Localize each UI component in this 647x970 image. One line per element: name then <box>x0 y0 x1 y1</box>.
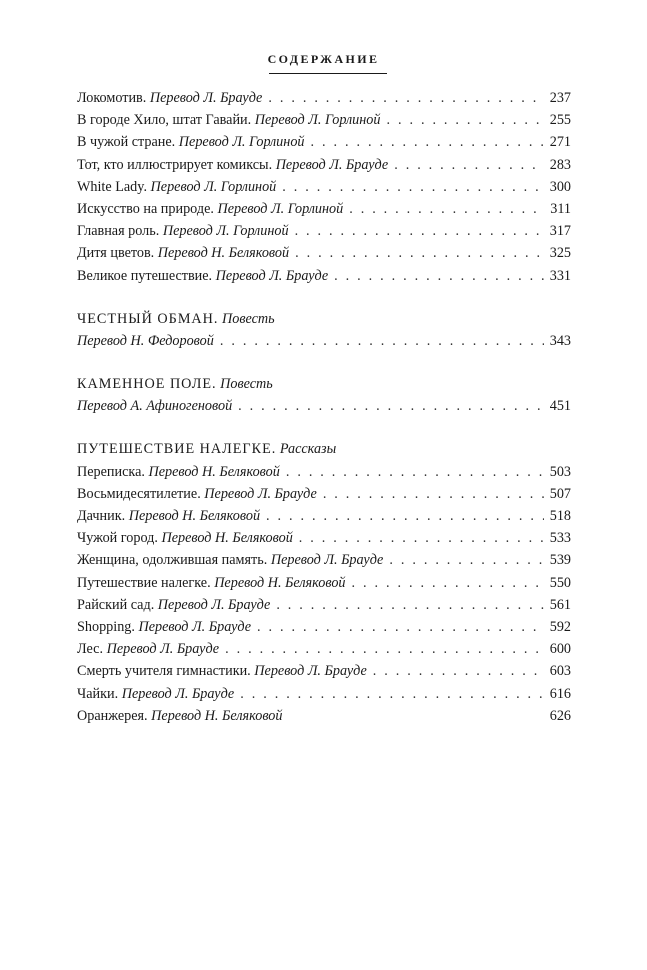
toc-entry-translator: Перевод Л. Горлиной <box>178 134 305 151</box>
toc-entry[interactable] <box>77 330 571 352</box>
toc-entry-translator: Перевод Л. Брауде <box>254 663 367 680</box>
toc-entry-page: 518 <box>549 508 571 524</box>
dot-leader <box>295 242 544 264</box>
title-underline <box>269 73 387 74</box>
toc-entry-title: White Lady. Перевод Л. Горлиной <box>77 178 277 195</box>
toc-entry[interactable] <box>77 131 571 153</box>
toc-entry[interactable] <box>77 660 571 682</box>
toc-entry[interactable] <box>77 594 571 616</box>
dot-leader <box>349 198 544 220</box>
toc-entry[interactable] <box>77 638 571 660</box>
toc-entry-translator: Перевод Н. Беляковой <box>148 463 280 480</box>
toc-entry-page: 626 <box>549 707 571 724</box>
section-title: ЧЕСТНЫЙ ОБМАН. <box>77 310 219 327</box>
toc-entry-title: Искусство на природе. Перевод Л. Горлиной <box>77 200 344 217</box>
toc-entry-page: 343 <box>549 332 571 349</box>
toc-entry[interactable] <box>77 572 571 594</box>
dot-leader <box>334 265 544 287</box>
toc-entry-page: 283 <box>549 156 571 173</box>
toc-entry-page: 539 <box>549 552 571 569</box>
toc-entry[interactable] <box>77 265 571 287</box>
toc-entry[interactable] <box>77 154 571 176</box>
toc-entry-translator: Перевод Л. Брауде <box>138 618 252 635</box>
toc-entry-translator: Перевод Л. Брауде <box>157 596 271 613</box>
dot-leader <box>268 87 543 109</box>
toc-entry-page: 616 <box>549 685 571 702</box>
dot-leader <box>266 505 544 527</box>
dot-leader <box>311 131 544 153</box>
toc-entry-translator: Перевод Л. Брауде <box>270 552 384 569</box>
toc-entry-page: 561 <box>549 596 571 613</box>
toc-entry-translator: Перевод Л. Горлиной <box>150 178 277 195</box>
toc-entry[interactable] <box>77 616 571 638</box>
toc-entry-title: Женщина, одолжившая память. Перевод Л. Брауде <box>77 552 384 569</box>
toc-entry[interactable] <box>77 198 571 220</box>
toc-entry[interactable] <box>77 220 571 242</box>
section-heading <box>77 308 571 330</box>
toc-entry-title: В чужой стране. Перевод Л. Горлиной <box>77 134 305 151</box>
dot-leader <box>286 461 544 483</box>
toc-entry-title: Смерть учителя гимнастики. Перевод Л. Брауде <box>77 663 367 680</box>
toc-entry-page: 271 <box>549 134 571 151</box>
toc-entry-translator: Перевод Л. Брауде <box>149 90 263 106</box>
dot-leader <box>220 330 544 352</box>
dot-leader <box>257 616 544 638</box>
toc-entry[interactable] <box>77 395 571 417</box>
toc-entry[interactable] <box>77 505 571 527</box>
toc-entry[interactable] <box>77 527 571 549</box>
toc-entry-page: 603 <box>549 663 571 680</box>
dot-leader <box>389 549 543 571</box>
toc-entry-title: Shopping. Перевод Л. Брауде <box>77 618 252 635</box>
dot-leader <box>238 395 544 417</box>
toc-entry-translator: Перевод Л. Брауде <box>215 267 329 284</box>
dot-leader <box>225 638 544 660</box>
toc-entry-title: Дачник. Перевод Н. Беляковой <box>77 508 261 524</box>
toc-entry-title <box>77 395 232 417</box>
toc-entry-translator: Перевод Л. Брауде <box>204 485 317 502</box>
dot-leader <box>323 483 544 505</box>
toc-entry-page: 503 <box>549 463 571 480</box>
toc-entry-title: В городе Хило, штат Гавайи. Перевод Л. Горлиной <box>77 112 381 129</box>
toc-entry-page: 300 <box>549 178 571 195</box>
toc-entry-page: 331 <box>549 267 571 284</box>
toc-entry-title: Великое путешествие. Перевод Л. Брауде <box>77 267 329 284</box>
section-spacer <box>77 352 571 373</box>
toc-entry-title: Переписка. Перевод Н. Беляковой <box>77 463 280 480</box>
toc-entry[interactable] <box>77 705 571 727</box>
toc-entry-translator: Перевод Л. Горлиной <box>217 200 344 217</box>
toc-entry-title: Главная роль. Перевод Л. Горлиной <box>77 223 289 240</box>
toc-entry-translator: Перевод Н. Беляковой <box>128 508 261 524</box>
toc-entry-title: Лес. Перевод Л. Брауде <box>77 641 220 658</box>
dot-leader <box>299 527 544 549</box>
toc-entry-translator: Перевод Н. Беляковой <box>157 245 290 262</box>
toc-entry-translator: Перевод Л. Брауде <box>106 641 220 658</box>
section-kind: Повесть <box>222 310 275 327</box>
toc-entry-page: 550 <box>549 574 571 591</box>
toc-entry-page: 325 <box>549 245 571 262</box>
toc-entry-translator: Перевод Л. Брауде <box>275 156 389 173</box>
toc-entry-title: Путешествие налегке. Перевод Н. Беляковой <box>77 574 346 591</box>
toc-entry-title: Восьмидесятилетие. Перевод Л. Брауде <box>77 485 317 502</box>
toc-entry[interactable] <box>77 242 571 264</box>
dot-leader <box>240 683 544 705</box>
section-heading <box>77 438 571 460</box>
section-kind: Рассказы <box>279 441 337 458</box>
toc-entry[interactable] <box>77 109 571 131</box>
toc-entry-page: 317 <box>549 223 571 240</box>
dot-leader <box>282 176 543 198</box>
section-spacer <box>77 417 571 438</box>
dot-leader <box>352 572 544 594</box>
toc-entry-page: 451 <box>549 398 571 415</box>
toc-entry[interactable] <box>77 683 571 705</box>
page-title: СОДЕРЖАНИЕ <box>267 52 380 66</box>
toc-entry[interactable] <box>77 176 571 198</box>
toc-entry-translator: Перевод А. Афиногеновой <box>77 398 233 415</box>
toc-entry-translator: Перевод Н. Федоровой <box>77 332 214 349</box>
toc-entry-title: Чужой город. Перевод Н. Беляковой <box>77 530 293 547</box>
toc-entry-translator: Перевод Л. Горлиной <box>162 223 289 240</box>
toc-entry-title: Чайки. Перевод Л. Брауде <box>77 685 235 702</box>
dot-leader <box>373 660 544 682</box>
section-kind: Повесть <box>220 376 273 393</box>
toc-entry-translator: Перевод Н. Беляковой <box>151 707 283 724</box>
page-header <box>0 52 647 82</box>
dot-leader <box>276 594 543 616</box>
toc-entry-page: 255 <box>549 112 571 129</box>
section-spacer <box>77 287 571 308</box>
toc-entry-translator: Перевод Н. Беляковой <box>161 530 293 547</box>
toc-entry[interactable] <box>77 549 571 571</box>
toc-entry-page: 237 <box>549 90 571 106</box>
toc-entry-title: Тот, кто иллюстрирует комиксы. Перевод Л. Брауде <box>77 156 389 173</box>
toc-entry-title <box>77 330 214 352</box>
toc-entry-title: Райский сад. Перевод Л. Брауде <box>77 596 271 613</box>
toc-entry-translator: Перевод Л. Брауде <box>121 685 235 702</box>
toc-entry[interactable] <box>77 483 571 505</box>
toc-entry-page: 311 <box>550 200 571 217</box>
toc-entry-translator: Перевод Л. Горлиной <box>254 112 381 129</box>
toc-entry-page: 592 <box>549 618 571 635</box>
toc-entry-title: Локомотив. Перевод Л. Брауде <box>77 90 263 106</box>
toc-entry-title: Дитя цветов. Перевод Н. Беляковой <box>77 245 290 262</box>
table-of-contents <box>77 87 571 727</box>
toc-entry-page: 533 <box>549 530 571 547</box>
section-heading <box>77 373 571 395</box>
section-title: КАМЕННОЕ ПОЛЕ. <box>77 376 217 393</box>
dot-leader <box>295 220 544 242</box>
toc-entry-page: 600 <box>549 641 571 658</box>
toc-entry[interactable] <box>77 87 571 109</box>
section-title: ПУТЕШЕСТВИЕ НАЛЕГКЕ. <box>77 441 277 458</box>
dot-leader <box>386 109 543 131</box>
toc-entry[interactable] <box>77 461 571 483</box>
dot-leader <box>394 154 544 176</box>
toc-entry-translator: Перевод Н. Беляковой <box>214 574 346 591</box>
toc-entry-title: Оранжерея. Перевод Н. Беляковой <box>77 707 283 724</box>
toc-entry-page: 507 <box>549 485 571 502</box>
